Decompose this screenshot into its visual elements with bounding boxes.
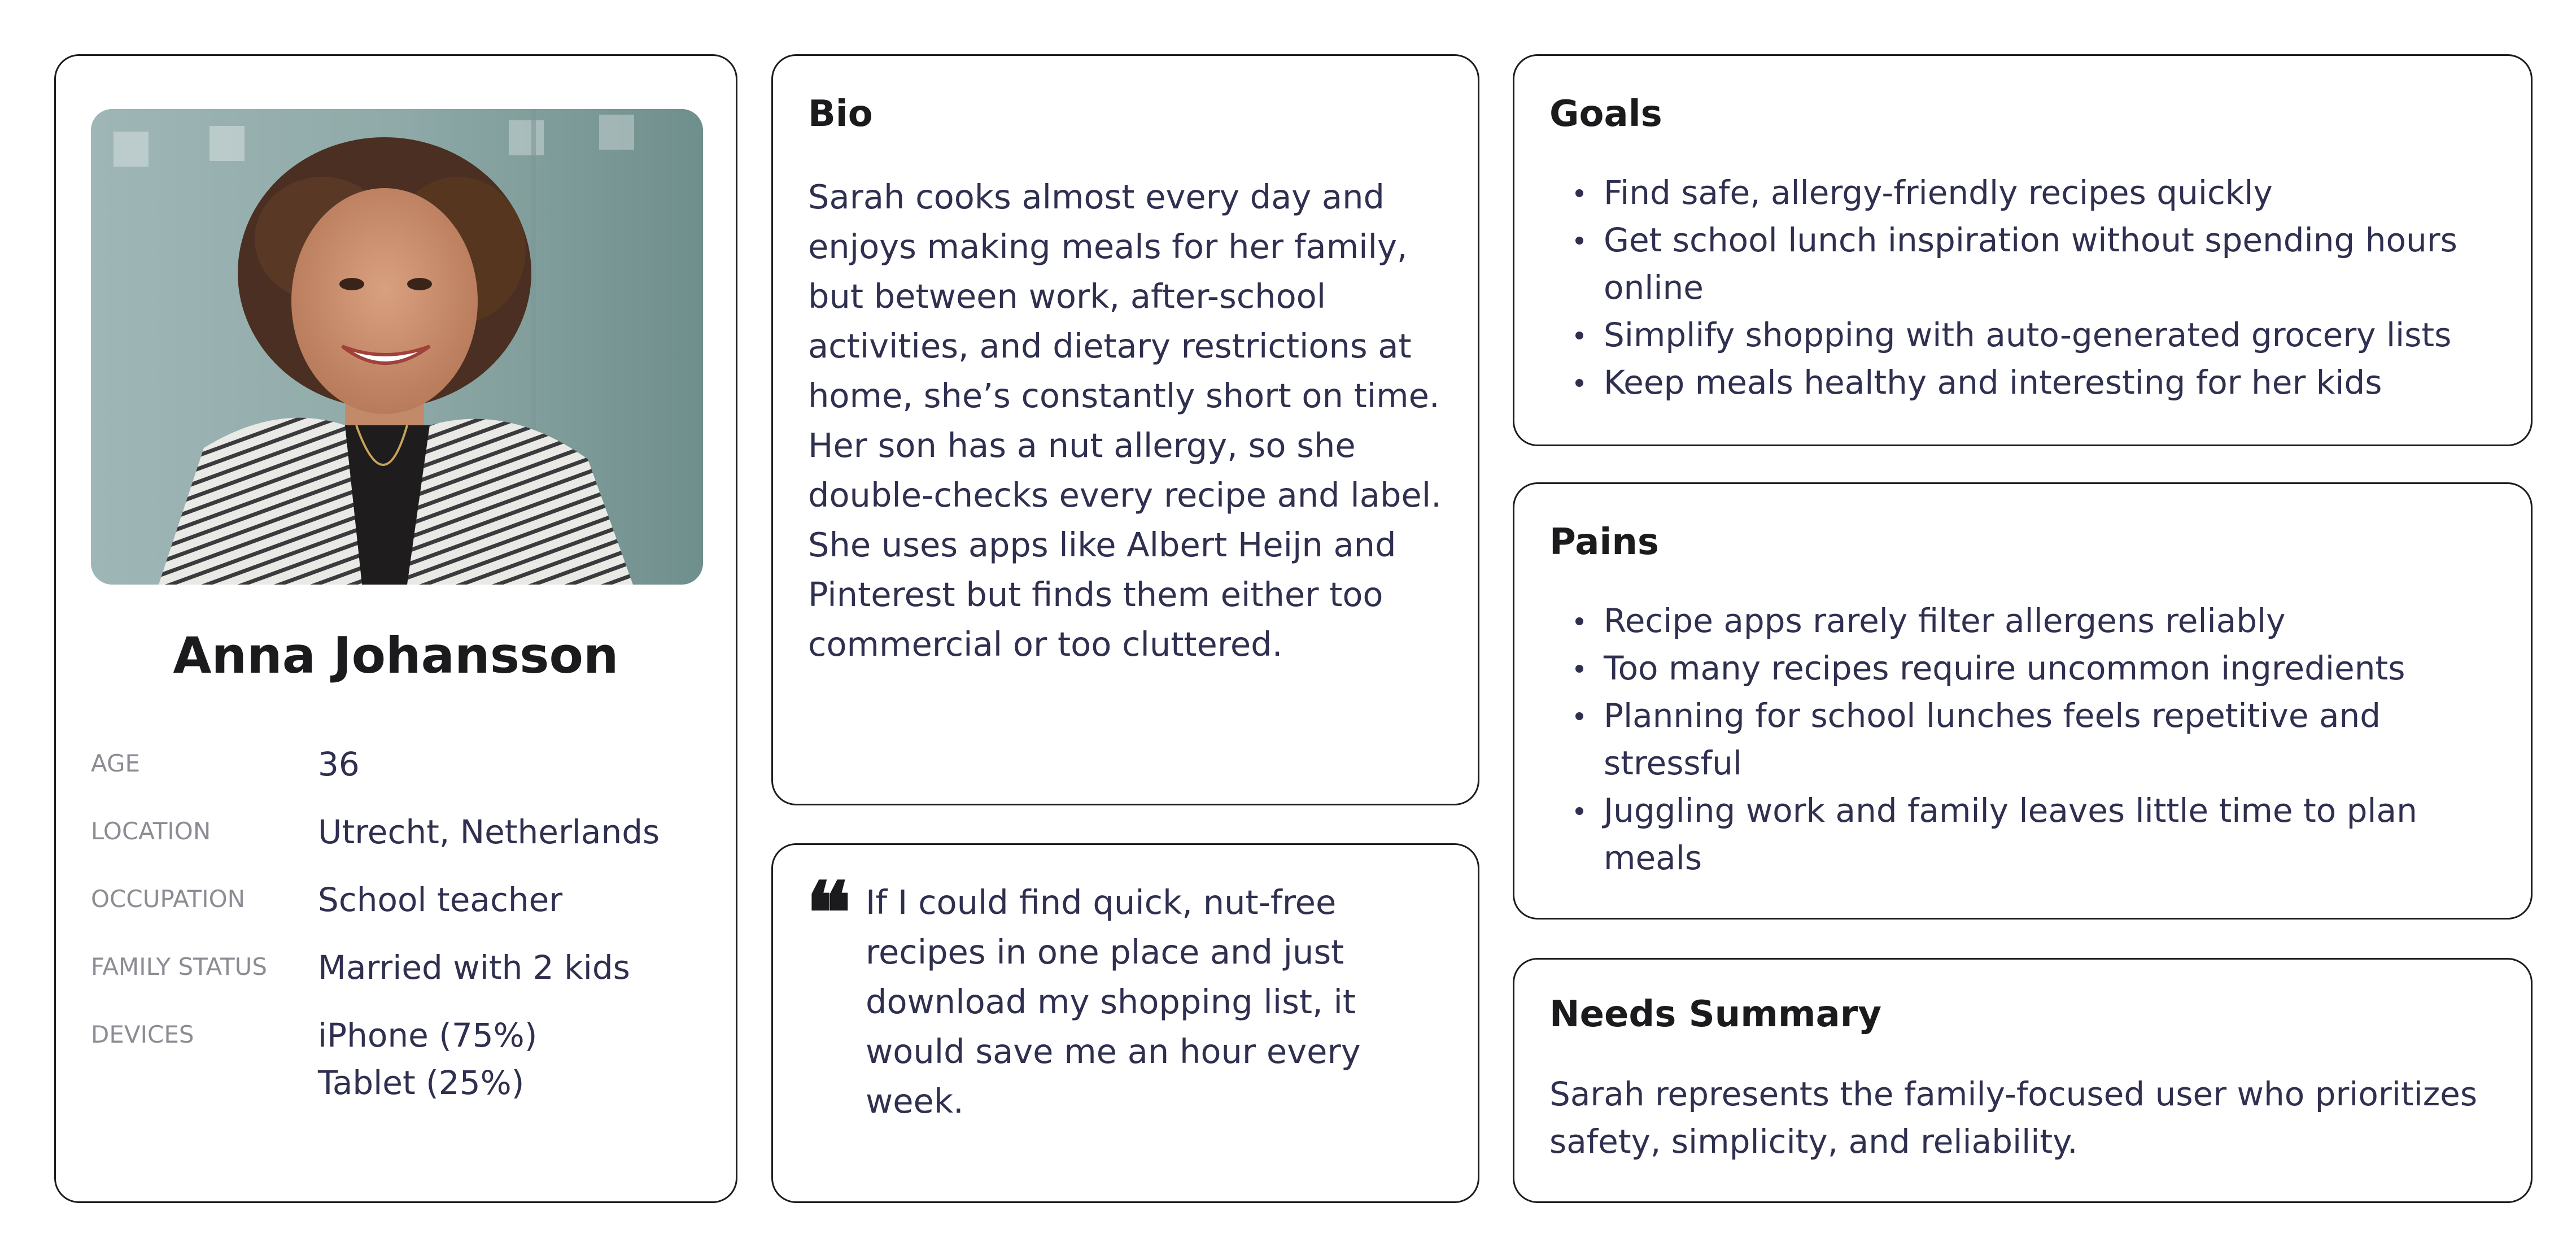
list-item: Get school lunch inspiration without spending hours online <box>1549 216 2521 311</box>
needs-title: Needs Summary <box>1549 993 1882 1035</box>
needs-summary-card <box>1513 958 2533 1203</box>
list-item: Juggling work and family leaves little time to plan meals <box>1549 787 2521 882</box>
list-item: Keep meals healthy and interesting for her kids <box>1549 359 2521 406</box>
fact-value: School teacher <box>318 881 563 919</box>
fact-value-secondary: Tablet (25%) <box>318 1064 525 1102</box>
fact-label: OCCUPATION <box>91 885 246 913</box>
profile-card <box>54 54 737 1203</box>
list-item: Simplify shopping with auto-generated grocery lists <box>1549 311 2521 359</box>
bio-text: Sarah cooks almost every day and enjoys making meals for her family, but between work, after-school activities, and dietary restrictions at home, she’s constantly short on time. Her son has a nut allergy, so she double-checks every recipe and label. She uses apps like Albert Heijn and Pinterest but finds them either too commercial or too cluttered. <box>808 177 1442 664</box>
list-item: Planning for school lunches feels repetitive and stressful <box>1549 692 2521 787</box>
fact-label: AGE <box>91 749 141 777</box>
bio-card <box>771 54 1479 805</box>
goals-title: Goals <box>1549 93 1662 135</box>
fact-value: 36 <box>318 745 360 783</box>
goals-card <box>1513 54 2533 446</box>
list-item: Too many recipes require uncommon ingredients <box>1549 644 2521 692</box>
quote-mark-icon: ❝ <box>806 864 852 963</box>
quote-card <box>771 843 1479 1203</box>
person-name: Anna Johansson <box>173 626 619 685</box>
fact-value: Utrecht, Netherlands <box>318 813 660 851</box>
quote-text: If I could find quick, nut-free recipes in one place and just download my shopping list, it would save me an hour every week. <box>866 883 1361 1121</box>
goals-list <box>1549 169 2521 406</box>
fact-label: LOCATION <box>91 817 211 845</box>
pains-list <box>1549 597 2521 882</box>
list-item: Recipe apps rarely filter allergens reliably <box>1549 597 2521 644</box>
pains-title: Pains <box>1549 521 1659 563</box>
fact-value: Married with 2 kids <box>318 948 630 987</box>
list-item: Find safe, allergy-friendly recipes quickly <box>1549 169 2521 216</box>
profile-photo <box>91 109 703 585</box>
bio-title: Bio <box>808 93 873 135</box>
fact-label: DEVICES <box>91 1021 194 1048</box>
fact-label: FAMILY STATUS <box>91 953 268 981</box>
needs-text: Sarah represents the family-focused user who prioritizes safety, simplicity, and reliability. <box>1549 1075 2478 1161</box>
pains-card <box>1513 482 2533 920</box>
fact-value: iPhone (75%) <box>318 1016 538 1054</box>
